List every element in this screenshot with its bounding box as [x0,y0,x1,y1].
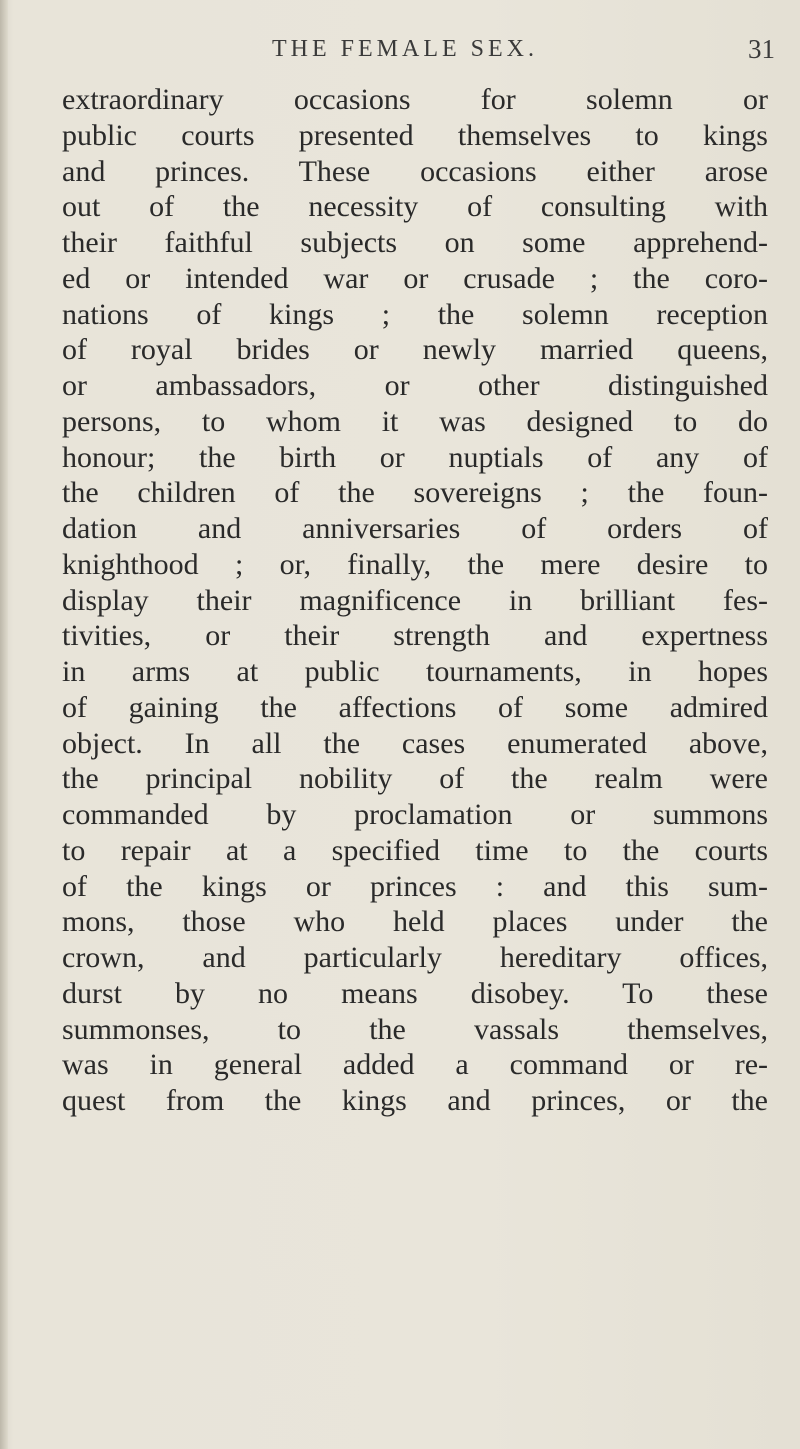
text-line: mons, those who held places under the [62,905,768,939]
text-line: knighthood ; or, finally, the mere desire to [62,547,768,581]
text-line: to repair at a specified time to the courts [62,833,768,867]
text-line: the principal nobility of the realm were [62,762,768,796]
body-text [62,82,768,1119]
text-line: of gaining the affections of some admired [62,690,768,724]
text-line: was in general added a command or re- [62,1048,768,1082]
running-title: THE FEMALE SEX. [272,36,538,62]
text-line: of royal brides or newly married queens, [62,333,768,367]
page-number: 31 [748,34,775,64]
text-line: their faithful subjects on some apprehend- [62,226,768,259]
text-line: the children of the sovereigns ; the foun- [62,476,768,510]
text-line: persons, to whom it was designed to do [62,404,768,438]
text-line: and princes. These occasions either arose [62,154,768,188]
text-line: extraordinary occasions for solemn or [62,83,768,116]
text-line: durst by no means disobey. To these [62,976,768,1010]
text-line: public courts presented themselves to kings [62,118,768,152]
text-line: honour; the birth or nuptials of any of [62,440,768,474]
text-line: in arms at public tournaments, in hopes [62,655,768,688]
text-line: crown, and particularly hereditary offices, [62,941,768,974]
text-line: of the kings or princes : and this sum- [62,869,768,903]
text-line: ed or intended war or crusade ; the coro- [62,261,768,295]
text-line: dation and anniversaries of orders of [62,512,768,545]
text-line: display their magnificence in brilliant fes- [62,583,768,617]
text-line: or ambassadors, or other distinguished [62,369,768,402]
page-gutter [0,0,8,1449]
text-line: object. In all the cases enumerated above, [62,726,768,760]
text-line: summonses, to the vassals themselves, [62,1012,768,1046]
text-line: quest from the kings and princes, or the [62,1084,768,1117]
text-line: commanded by proclamation or summons [62,798,768,831]
text-line: nations of kings ; the solemn reception [62,297,768,331]
page-header [272,36,800,72]
text-line: tivities, or their strength and expertness [62,619,768,653]
text-line: out of the necessity of consulting with [62,190,768,224]
